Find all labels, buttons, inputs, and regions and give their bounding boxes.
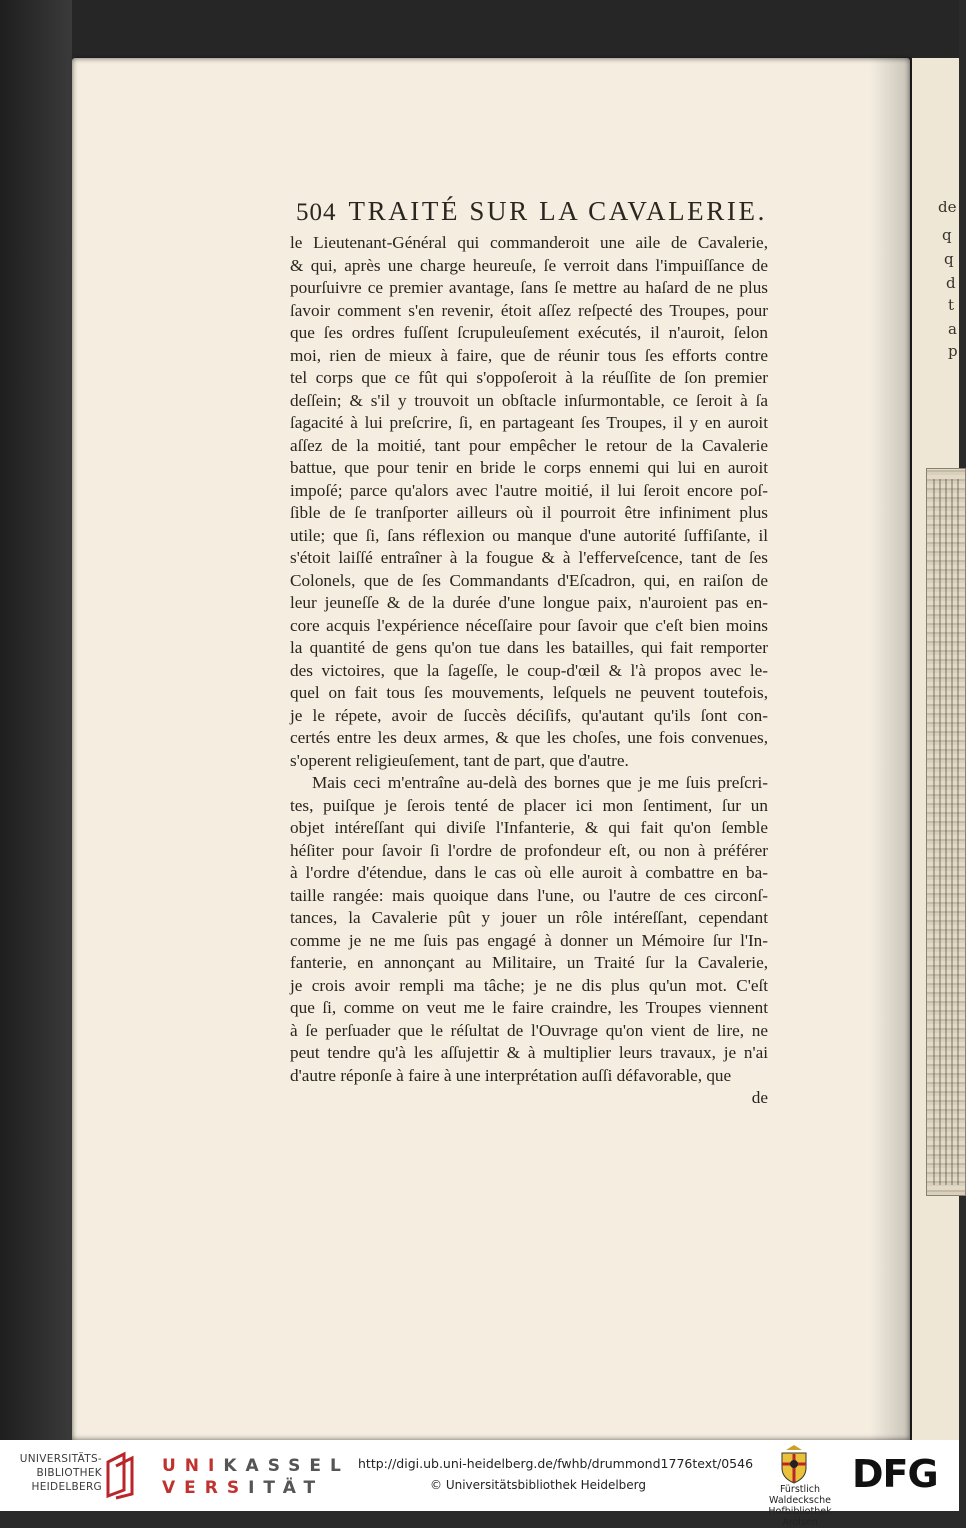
text-line: ſavoir comment s'en revenir, étoit aſſez reſpecté des Troupes, pour — [290, 300, 768, 320]
dfg-logo[interactable]: DFG — [852, 1452, 938, 1496]
ub-line: HEIDELBERG — [31, 1481, 102, 1493]
text-line: leur jeuneſſe & de la durée d'une longue paix, n'auroient pas en- — [290, 593, 768, 612]
facing-text-fragment: q — [944, 250, 954, 268]
waldeck-crest-icon — [778, 1444, 810, 1484]
uni-kassel-logo[interactable] — [162, 1455, 350, 1499]
text-line: la quantité de gens qu'on tue dans les batailles, qui fait remporter — [290, 638, 768, 657]
text-line: tances, la Cavalerie pût y jouer un rôle intéreſſant, cependant — [290, 908, 768, 927]
text-line: le Lieutenant-Général qui commanderoit une aile de Cavalerie, — [290, 233, 768, 252]
ub-heidelberg-logo-icon[interactable] — [104, 1452, 138, 1498]
footer-bar — [0, 1440, 959, 1528]
text-line: ſible de ſe tranſporter ailleurs où il pourroit être infiniment plus — [290, 503, 768, 522]
text-line: peut tendre qu'à les aſſujettir & à multiplier leurs travaux, je n'ai — [290, 1043, 768, 1062]
text-line: comme je ne me ſuis pas engagé à donner un Mémoire ſur l'In- — [290, 930, 768, 950]
text-line: tes, puiſque je ſerois tenté de placer ici mon ſentiment, ſur un — [290, 795, 768, 815]
text-line: pourſuivre ce premier avantage, ſans ſe mettre au haſard de ne plus — [290, 278, 768, 297]
text-line: objet intéreſſant qui diviſe l'Infanterie, & qui fait qu'on ſemble — [290, 818, 768, 837]
engraved-plate — [926, 468, 966, 1196]
arolsen-line: Fürstlich Waldecksche — [769, 1484, 831, 1506]
text-line: d'autre réponſe à faire à une interprétation auſſi défavorable, que — [290, 1065, 732, 1085]
catchword: de — [751, 1088, 768, 1107]
running-title: TRAITÉ SUR LA CAVALERIE. — [348, 196, 767, 226]
kassel-line-2: VERSITÄT — [162, 1478, 325, 1498]
text-line: Colonels, que de ſes Commandants d'Eſcadron, qui, en raiſon de — [290, 570, 768, 590]
text-line: taille rangée: mais quoique dans l'une, ou l'autre de ces circonſ- — [290, 885, 768, 905]
facing-text-fragment: a — [948, 320, 957, 338]
facing-page-fragment — [912, 58, 959, 1440]
ub-heidelberg-label — [6, 1452, 102, 1494]
facing-text-fragment: p — [948, 342, 958, 360]
arolsen-line: Hofbibliothek Arolsen — [768, 1506, 832, 1528]
text-line: moi, rien de mieux à faire, que de réunir tous ſes efforts contre — [290, 345, 768, 365]
text-line: que ſi, comme on veut me le faire craindre, les Troupes viennent — [290, 998, 768, 1017]
copyright-notice: © Universitätsbibliothek Heidelberg — [430, 1478, 647, 1492]
text-line: & qui, après une charge heureuſe, ſe verroit dans l'impuiſſance de — [290, 255, 768, 275]
text-line: héſiter pour ſavoir ſi l'ordre de profondeur eſt, ou non à préférer — [290, 840, 768, 860]
ub-line: UNIVERSITÄTS- — [19, 1453, 102, 1465]
permalink-url[interactable]: http://digi.ub.uni-heidelberg.de/fwhb/drummond1776text/0546 — [358, 1456, 754, 1471]
binding-edge — [0, 0, 72, 1440]
text-line: battue, que pour tenir en bride le corps ennemi qui lui en auroit — [290, 458, 768, 477]
text-line: des victoires, que la ſageſſe, le coup-d'œil & l'à propos avec le- — [290, 660, 768, 680]
page-number: 504 — [296, 199, 337, 226]
text-line: s'operent religieuſement, tant de part, que d'autre. — [290, 750, 629, 770]
text-line: je crois avoir rempli ma tâche; je ne dis plus qu'un mot. C'eſt — [290, 975, 768, 995]
kassel-line-1: UNIKASSEL — [162, 1456, 350, 1476]
ub-line: BIBLIOTHEK — [36, 1467, 102, 1479]
text-line: certés entre les deux armes, & que les choſes, une fois convenues, — [290, 728, 768, 747]
text-line: utile; que ſi, ſans réflexion ou manque d'une autorité ſuffiſante, il — [290, 525, 768, 545]
running-head — [296, 196, 776, 230]
text-line: fanterie, en annonçant au Militaire, un Traité ſur la Cavalerie, — [290, 953, 768, 972]
text-line: je le répete, avoir de ſuccès déciſifs, qu'autant qu'ils ſont con- — [290, 705, 768, 725]
body-text — [290, 232, 768, 1110]
text-line: impoſé; parce qu'alors avec l'autre moitié, il lui ſeroit encore poſ- — [290, 480, 768, 500]
text-line: tel corps que ce fût qui s'oppoſeroit à la réuſſite de ſon premier — [290, 368, 768, 387]
plate-troop-formation — [933, 479, 963, 1185]
text-line: s'étoit laiſſé entraîner à la fougue & à l'effervеſcence, tant de ſes — [290, 548, 768, 567]
facing-text-fragment: q — [942, 226, 952, 244]
facing-text-fragment: de — [938, 198, 957, 216]
text-line: Mais ceci m'entraîne au-delà des bornes que je me ſuis preſcri- — [312, 773, 768, 792]
text-line: quel on fait tous ſes mouvements, leſquels ne peuvent toutefois, — [290, 683, 768, 702]
facing-text-fragment: d — [946, 274, 956, 292]
arolsen-label — [752, 1484, 848, 1528]
text-line: aſſez de la moitié, tant pour empêcher le retour de la Cavalerie — [290, 435, 768, 455]
text-line: que ſes ordres fuſſent ſcrupuleuſement exécutés, il n'auroit, ſelon — [290, 323, 768, 342]
text-line: à l'ordre d'étendue, dans le cas où elle auroit à combattre en ba- — [290, 863, 768, 882]
text-line: ſagacité à lui preſcrire, ſi, en partageant ſes Troupes, il y en auroit — [290, 413, 768, 432]
facing-text-fragment: t — [948, 296, 955, 314]
text-line: core acquis l'expérience néceſſaire pour ſavoir que c'eſt bien moins — [290, 615, 768, 635]
text-line: deſſein; & s'il y trouvoit un obſtacle inſurmontable, ce ſeroit à ſa — [290, 390, 768, 410]
text-line: à ſe perſuader que le réſultat de l'Ouvrage qu'on vient de lire, ne — [290, 1020, 768, 1040]
